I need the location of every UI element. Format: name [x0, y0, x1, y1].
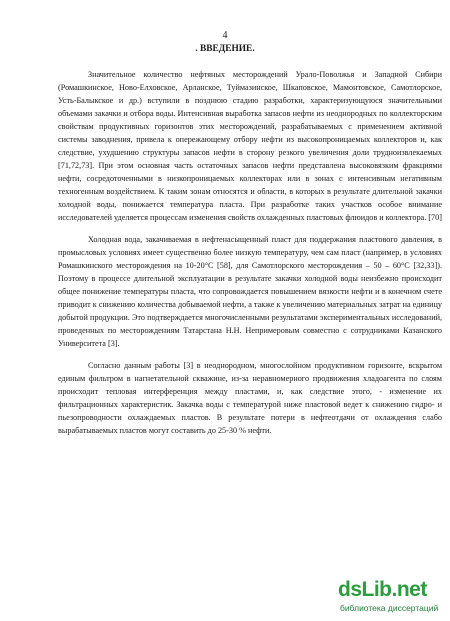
- paragraph-1: Значительное количество нефтяных месторождений Урало-Поволжья и Западной Сибири (Ромашкинское, Ново-Елховское, Арланское, Туймазинское, Шкаповское, Мамонтовское, Самотлорское, Усть-Балыкское и др.) вступили в позднюю стадию разработки, характеризующуюся значительными объемами закачки и отбора воды. Интенсивная выработка запасов нефти из неоднородных по коллекторским свойствам продуктивных горизонтов этих месторождений, разрабатываемых с применением активной системы заводнения, привела к опережающему отбору нефти из высокопроницаемых коллекторов и, как следствие, ухудшению структуры запасов нефти в сторону резкого увеличения доли трудноизвлекаемых [71,72,73]. При этом основная часть остаточных запасов нефти представлена высоковязким фракциями нефти, сосредоточенными в низкопроницаемых коллекторах или в зонах с интенсивным негативным техногенным воздействием. К таким зонам относятся и области, в которых в результате длительной закачки холодной воды, понижается температура пласта. При разработке таких участков особое внимание исследователей уделяется процессам изменения свойств охлажденных пластовых флюидов и коллектора. [70]: [58, 70, 442, 222]
- watermark-tagline: библиотека диссертаций: [340, 603, 439, 613]
- watermark-logo: dsLib.net: [338, 578, 427, 601]
- paragraph-2: Холодная вода, закачиваемая в нефтенасыщенный пласт для поддержания пластового давления, в промысловых условиях имеет существенно более низкую температуру, чем сам пласт (например, в условиях Ромашкинского месторождения на 10-20°С [58], для Самотлорского месторождения – 50 – 60°С [32,33]). Поэтому в процессе длительной эксплуатации в результате закачки холодной воды неизбежно происходит общее понижение температуры пласта, что сопровождается повышением вязкости нефти и в конечном счете приводит к снижению количества добываемой нефти, а также к увеличению материальных затрат на единицу добытой продукции. Это подтверждается многочисленными результатами экспериментальных исследований, проведенных по месторождениям Татарстана Н.Н. Непримеровым совместно с сотрудниками Казанского Университета [3].: [58, 235, 442, 348]
- paragraph-3: Согласно данным работы [3] в неоднородном, многослойном продуктивном горизонте, вскрытом единым фильтром в нагнетательной скважине, из-за неравномерного продвижения хладоагента по слоям происходит тепловая интерференция между пластами, и, как следствие этого, - изменение их фильтрационных характеристик. Закачка воды с температурой ниже пластовой ведет к снижению гидро- и пьезопроводности охлаждаемых пластов. В результате потери в нефтеотдачи от охлаждения слабо вырабатываемых пластов могут составить до 25-30 % нефти.: [58, 361, 442, 435]
- body-text: [58, 68, 442, 437]
- section-title: . ВВЕДЕНИЕ.: [195, 44, 255, 54]
- watermark[interactable]: [338, 578, 446, 618]
- page-number: 4: [222, 30, 228, 41]
